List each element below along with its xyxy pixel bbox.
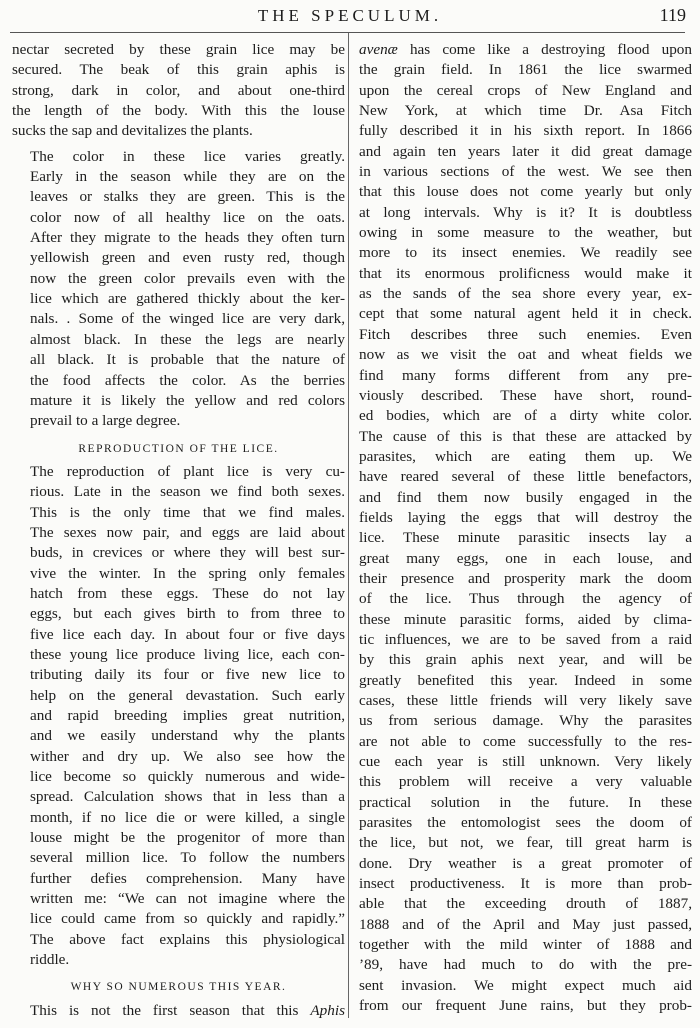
text-line: sucks the sap and devitalizes the plants. (12, 122, 253, 140)
text-line: color now of all healthy lice on the oats. (30, 208, 345, 226)
page-number: 119 (659, 5, 686, 25)
text-line: tributing daily its four or five new lice to (30, 666, 345, 684)
text-line: The sexes now pair, and eggs are laid about (30, 523, 345, 541)
text-line: mature it is likely the yellow and red colors (30, 391, 345, 409)
text-line: ed bodies, which are of a dirty white color. (359, 407, 692, 425)
text-line: strong, dark in color, and about one-third (12, 81, 345, 99)
text-line: help on the general devastation. Such early (30, 686, 345, 704)
text-line: tic influences, we are to be saved from a raid (359, 630, 692, 648)
text-line: are not able to come successfully to the res- (359, 732, 692, 750)
text-line: able that the exceeding drouth of 1887, (359, 895, 692, 913)
text-line: practical solution in the future. In these (359, 793, 692, 811)
text-line: more to its insect enemies. We readily see (359, 244, 692, 262)
text-line: lice which are gathered thickly about the ker- (30, 290, 345, 308)
text-line: This is not the first season that this Aphis (30, 1001, 345, 1019)
text-line: almost black. In these the legs are nearly (30, 330, 345, 348)
text-line: that its enormous prolificness would make it (359, 264, 692, 282)
text-line: Fitch describes three such enemies. Even (359, 325, 692, 343)
text-line: greatly benefited this year. Indeed in some (359, 671, 692, 689)
text-line: further defies comprehension. Many have (30, 869, 345, 887)
text-line: cases, these little friends will very likely save (359, 692, 692, 709)
text-line: these minute parasitic forms, aided by clima- (359, 610, 692, 628)
text-line: 1888 and of the April and May just passed, (359, 915, 692, 933)
paragraph (12, 1001, 345, 1021)
text-line: together with the mild winter of 1888 and (359, 936, 692, 954)
text-line: these young lice produce living lice, each con- (30, 645, 345, 663)
text-line: great many eggs, one in each louse, and (359, 549, 692, 567)
text-line: ’89, have had much to do with the pre- (359, 956, 692, 974)
text-line: upon the cereal crops of New England and (359, 81, 692, 99)
text-line: The reproduction of plant lice is very cu- (30, 462, 345, 480)
paragraph (12, 40, 345, 142)
text-line: us from serious damage. Why the parasites (359, 712, 692, 730)
text-line: buds, in crevices or where they will best sur- (30, 544, 345, 562)
paragraph (12, 147, 345, 432)
text-line: parasites the entomologist sees the doom of (359, 814, 692, 832)
column-divider (348, 33, 349, 1018)
text-line: Early in the season while they are on the (30, 168, 345, 186)
left-column (12, 40, 345, 1021)
text-line: riddle. (30, 951, 70, 969)
text-line: yellowish green and even rusty red, though (30, 249, 345, 267)
text-line: and rapid breeding implies great nutrition, (30, 707, 345, 724)
text-line: fields laying the eggs that will destroy the (359, 508, 692, 526)
text-line: avenæ has come like a destroying flood upon (359, 41, 692, 58)
text-line: the grain field. In 1861 the lice swarmed (359, 61, 692, 79)
text-line: as the sands of the sea shore every year, ex- (359, 285, 692, 303)
text-line: the length of the body. With this the louse (12, 102, 345, 120)
text-line: their presence and prosperity mark the doom (359, 569, 692, 587)
text-line: After they migrate to the heads they often turn (30, 229, 345, 247)
section-heading: REPRODUCTION OF THE LICE. (78, 442, 279, 455)
text-line: five lice each day. In about four or five days (30, 625, 345, 643)
text-line: cept that some natural agent held it in check. (359, 305, 692, 323)
text-line: eggs, but each gives birth to from three to (30, 605, 345, 623)
text-line: lice become so quickly numerous and wide- (30, 768, 345, 786)
text-line: nals. . Some of the winged lice are very dark, (30, 310, 345, 328)
text-line: hatch from these eggs. These do not lay (30, 584, 345, 602)
page-header (0, 0, 700, 33)
text-line: cue each year is still unknown. Very likely (359, 753, 692, 771)
text-line: louse might be the progenitor of more than (30, 829, 345, 847)
text-line: wither and dry up. We also see how the (30, 747, 345, 765)
right-column (359, 40, 692, 1017)
text-line: fully described it in his sixth report. In 1866 (359, 122, 692, 140)
text-line: the lice, but not, we fear, till great harm is (359, 834, 692, 852)
running-title: THE SPECULUM. (257, 6, 443, 25)
text-line: that this louse does not come yearly but only (359, 183, 692, 201)
text-line: The color in these lice varies greatly. (30, 147, 345, 165)
text-line: the food affects the color. As the berries (30, 371, 345, 389)
text-line: The cause of this is that these are attacked by (359, 427, 692, 445)
paragraph (359, 40, 692, 1017)
text-line: now as we visit the oat and wheat fields we (359, 346, 692, 364)
text-line: by this grain aphis next year, and will be (359, 651, 692, 669)
text-line: this problem will receive a very valuable (359, 773, 692, 791)
text-line: in various sections of the west. We see then (359, 163, 692, 181)
text-line: of the lice. Thus through the agency of (359, 590, 692, 608)
paragraph (12, 462, 345, 971)
text-line: done. Dry weather is a great promoter of (359, 854, 692, 872)
text-line: find many forms different from any pre- (359, 366, 692, 384)
text-line: month, if no lice die or were killed, a single (30, 808, 345, 826)
text-line: have reared several of these little benefactors, (359, 468, 692, 486)
text-line: leaves or stalks they are green. This is the (30, 188, 345, 206)
italic-term: avenæ (359, 41, 398, 58)
text-line: all black. It is probable that the nature of (30, 351, 345, 369)
text-line: rious. Late in the season we find both sexes. (30, 483, 345, 501)
text-line: spread. Calculation shows that in less than a (30, 788, 345, 806)
text-line: from our frequent June rains, but they prob- (359, 997, 692, 1015)
text-line: viously described. These have short, round- (359, 386, 692, 404)
text-line: The above fact explains this physiological (30, 930, 345, 948)
text-line: owing in some measure to the weather, but (359, 224, 692, 242)
text-line: prevail to a large degree. (30, 412, 181, 430)
italic-term: Aphis (310, 1001, 345, 1019)
text-line: vive the winter. In the spring only females (30, 564, 345, 582)
text-line: lice could came from so quickly and rapidly.” (30, 910, 345, 928)
section-heading: WHY SO NUMEROUS THIS YEAR. (70, 981, 287, 994)
text-line: This is the only time that we find males. (30, 503, 345, 521)
text-line: several million lice. To follow the numbers (30, 849, 345, 867)
text-line: sent invasion. We might expect much aid (359, 976, 692, 994)
text-line: secured. The beak of this grain aphis is (12, 61, 345, 79)
text-line: and find them now busily engaged in the (359, 488, 692, 506)
text-line: and again ten years later it did great damage (359, 142, 692, 160)
text-line: parasites, which are eating them up. We (359, 447, 692, 465)
text-line: and we easily understand why the plants (30, 727, 345, 745)
text-line: nectar secreted by these grain lice may be (12, 41, 345, 58)
text-line: at long intervals. Why is it? It is doubtless (359, 203, 692, 221)
text-line: lice. These minute parasitic insects lay a (359, 529, 692, 547)
text-line: New York, at which time Dr. Asa Fitch (359, 102, 692, 120)
text-line: written me: “We can not imagine where the (30, 890, 345, 908)
text-line: insect productiveness. It is more than prob- (359, 875, 692, 893)
text-line: now the green color prevails even with the (30, 269, 345, 287)
